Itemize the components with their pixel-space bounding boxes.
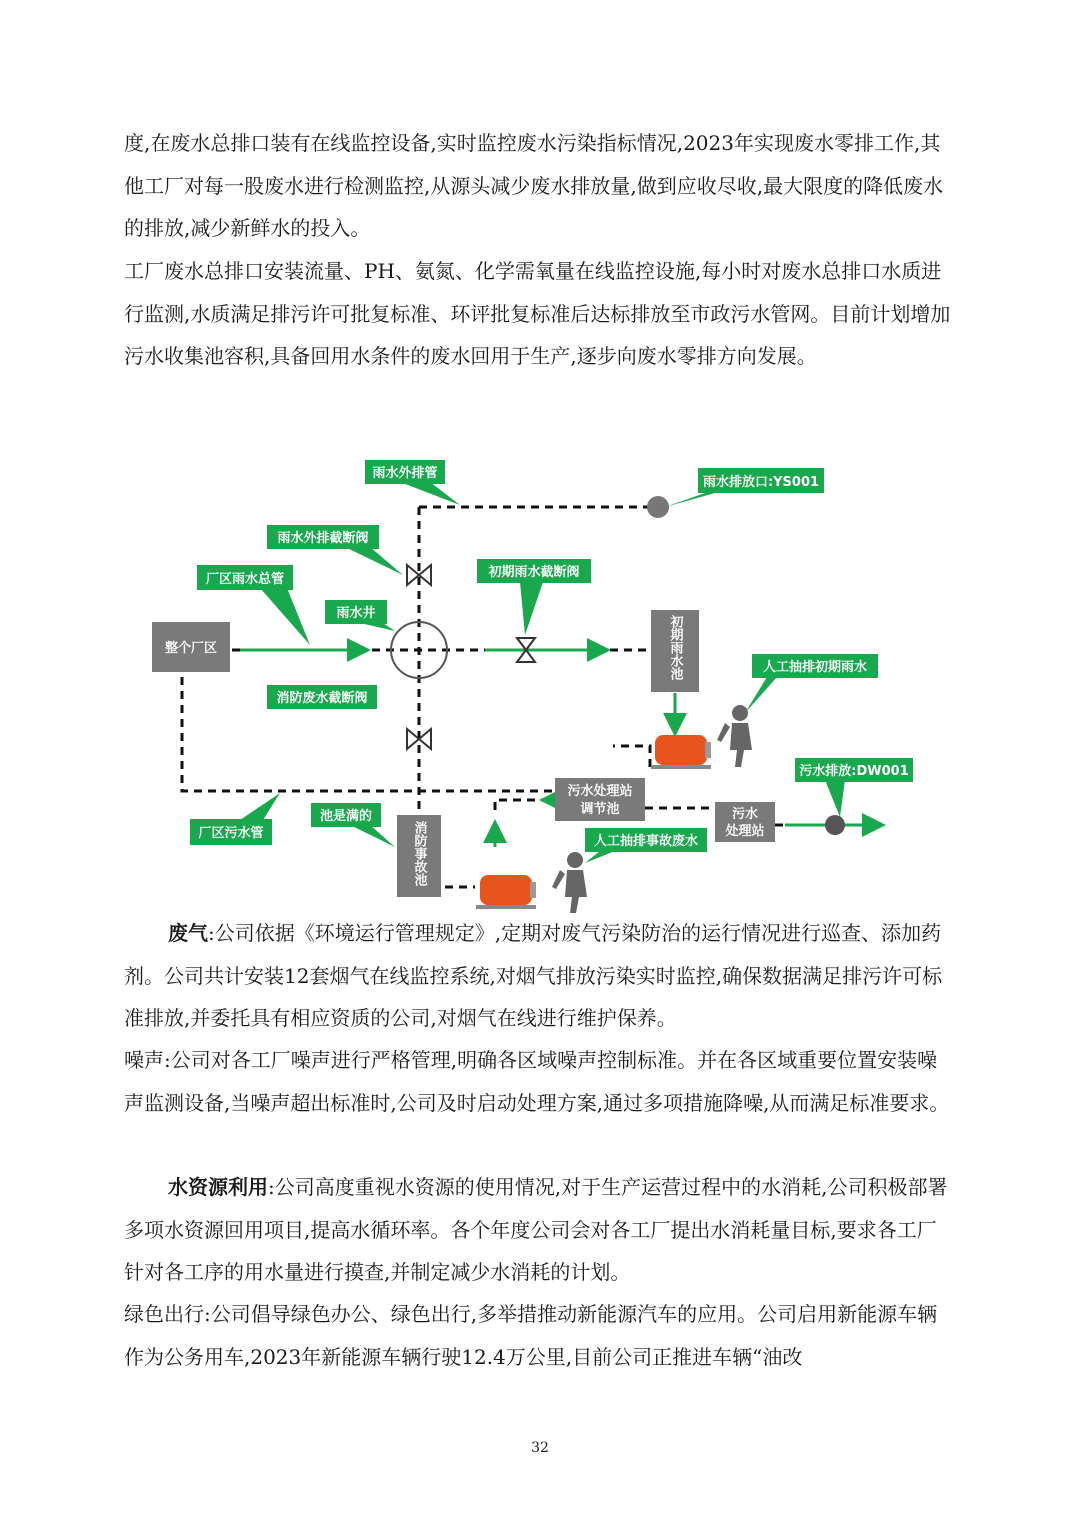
rain-well-label: 雨水井: [336, 606, 376, 621]
fire-valve-label: 消防废水截断阀: [276, 691, 368, 706]
rain-outer-pipe-label: 雨水外排管: [372, 466, 438, 481]
rain-outlet-point: [647, 496, 669, 518]
sewage-tank-label-1: 污水处理站: [567, 784, 633, 799]
page-number: 32: [531, 1440, 549, 1456]
sewage-tank-label-2: 调节池: [580, 802, 620, 817]
rain-outer-valve-label: 雨水外排截断阀: [277, 531, 369, 546]
manual-initial-rain-label: 人工抽排初期雨水: [762, 660, 868, 675]
paragraph-noise: 噪声:公司对各工厂噪声进行严格管理,明确各区域噪声控制标准。并在各区域重要位置安装噪声监测设备,当噪声超出标准时,公司及时启动处理方案,通过多项措施降噪,从而满足标准要求。: [124, 1048, 950, 1115]
manual-accident-label: 人工抽排事故废水: [593, 834, 699, 849]
pump-icon-top: [651, 735, 711, 769]
worker-icon-top: [717, 705, 752, 767]
paragraph-water: [124, 1166, 954, 1294]
paragraph-green-travel: 绿色出行:公司倡导绿色办公、绿色出行,多举措推动新能源汽车的应用。公司启用新能源车辆作为公务用车,2023年新能源车辆行驶12.4万公里,目前公司正推进车辆“油改: [124, 1302, 938, 1369]
whole-plant-label: 整个厂区: [164, 641, 218, 656]
plant-sewage-pipe-label: 厂区污水管: [198, 826, 264, 841]
paragraph-wastewater-1: 度,在废水总排口装有在线监控设备,实时监控废水污染指标情况,2023年实现废水零排工作,其他工厂对每一股废水进行检测监控,从源头减少废水排放量,做到应收尽收,最大限度的降低废水的排放,减少新鲜水的投入。: [124, 131, 944, 240]
pump-icon-bottom: [476, 875, 536, 909]
exhaust-heading: 废气: [168, 921, 208, 945]
water-heading: 水资源利用: [168, 1175, 268, 1199]
plant-rain-main-label: 厂区雨水总管: [205, 572, 285, 587]
rainwater-sewage-flow-diagram: [145, 455, 925, 915]
rain-outlet-label: 雨水排放口:YS001: [702, 475, 820, 490]
pool-full-label: 池是满的: [319, 809, 373, 824]
fire-accident-pool-label: 消防事故池: [411, 821, 427, 886]
sewage-station-label-2: 处理站: [725, 824, 765, 839]
initial-rain-pool-label: 初期雨水池: [667, 615, 683, 680]
exhaust-body: :公司依据《环境运行管理规定》,定期对废气污染防治的运行情况进行巡查、添加药剂。公司共计安装12套烟气在线监控系统,对烟气排放污染实时监控,确保数据满足排污许可标准排放,并委托具有相应资质的公司,对烟气在线进行维护保养。: [124, 921, 943, 1030]
sewage-discharge-label: 污水排放:DW001: [799, 764, 909, 779]
sewage-station-label-1: 污水: [731, 807, 759, 822]
paragraph-wastewater-2: 工厂废水总排口安装流量、PH、氨氮、化学需氧量在线监控设施,每小时对废水总排口水质进行监测,水质满足排污许可批复标准、环评批复标准后达标排放至市政污水管网。目前计划增加污水收集池容积,具备回用水条件的废水回用于生产,逐步向废水零排方向发展。: [124, 259, 951, 368]
worker-icon-bottom: [552, 852, 587, 913]
paragraph-exhaust: [124, 912, 954, 1040]
sewage-outlet-point: [825, 815, 845, 835]
water-body: :公司高度重视水资源的使用情况,对于生产运营过程中的水消耗,公司积极部署多项水资源回用项目,提高水循环率。各个年度公司会对各工厂提出水消耗量目标,要求各工厂针对各工序的用水量进行摸查,并制定减少水消耗的计划。: [124, 1175, 948, 1284]
initial-rain-valve-label: 初期雨水截断阀: [488, 565, 580, 580]
